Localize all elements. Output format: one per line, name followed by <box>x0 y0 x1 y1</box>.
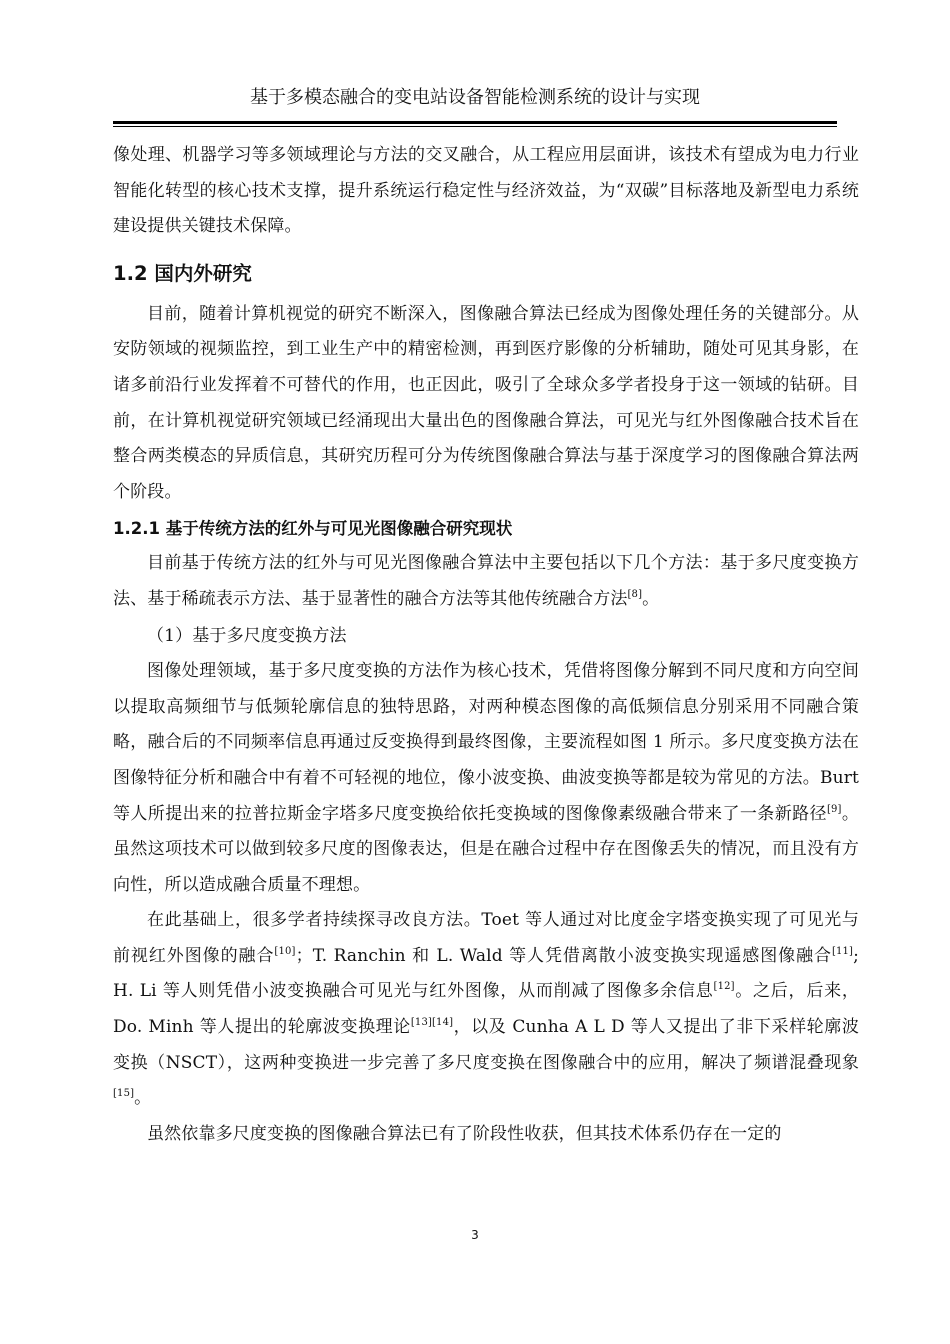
citation-15: [15] <box>113 1088 135 1100</box>
citation-8: [8] <box>627 588 643 600</box>
paragraph-research-overview: 目前，随着计算机视觉的研究不断深入，图像融合算法已经成为图像处理任务的关键部分。从安防领域的视频监控，到工业生产中的精密检测，再到医疗影像的分析辅助，随处可见其身影，在诸多前沿行业发挥着不可替代的作用，也正因此，吸引了全球众多学者投身于这一领域的钻研。目前，在计算机视觉研究领域已经涌现出大量出色的图像融合算法，可见光与红外图像融合技术旨在整合两类模态的异质信息，其研究历程可分为传统图像融合算法与基于深度学习的图像融合算法两个阶段。 <box>113 303 859 502</box>
paragraph-multiscale-2 <box>113 903 859 1117</box>
citation-11: [11] <box>831 945 854 957</box>
paragraph-multiscale-1 <box>113 654 859 903</box>
paragraph-intro-end: 像处理、机器学习等多领域理论与方法的交叉融合，从工程应用层面讲，该技术有望成为电力行业智能化转型的核心技术支撑，提升系统运行稳定性与经济效益，为“双碳”目标落地及新型电力系统建设提供关键技术保障。 <box>113 145 859 237</box>
section-heading-1-2: 1.2 国内外研究 <box>113 261 252 285</box>
header-rule-thin <box>113 126 837 127</box>
text-run: ; H. Li 等人则凭借小波变换融合可见光与红外图像，从而削减了图像多余信息 <box>113 945 859 1002</box>
citation-10: [10] <box>274 945 296 957</box>
paragraph-traditional-methods <box>113 546 859 617</box>
text-run: 。之后，后来，Do. Minh 等人提出的轮廓波变换理论 <box>113 981 859 1038</box>
text-run: 。 <box>642 588 660 609</box>
text-run: 在此基础上，很多学者持续探寻改良方法。Toet 等人通过对比度金字塔变换实现了可见光与前视红外图像的融合 <box>113 910 859 966</box>
citation-12: [12] <box>713 981 735 993</box>
paragraph-multiscale-3: 虽然依靠多尺度变换的图像融合算法已有了阶段性收获，但其技术体系仍存在一定的 <box>147 1123 782 1144</box>
text-run: 图像处理领域，基于多尺度变换的方法作为核心技术，凭借将图像分解到不同尺度和方向空间以提取高频细节与低频轮廓信息的独特思路，对两种模态图像的高低频信息分别采用不同融合策略，融合后的不同频率信息再通过反变换得到最终图像，主要流程如图 1 所示。多尺度变换方法在图像特征分析和融合中有着不可轻视的地位，像小波变换、曲波变换等都是较为常见的方法。Burt 等人所提出来的拉普拉斯金字塔多尺度变换给依托变换域的图像像素级融合带来了一条新路径 <box>113 661 859 824</box>
running-header: 基于多模态融合的变电站设备智能检测系统的设计与实现 <box>250 87 700 108</box>
text-run: 。虽然这项技术可以做到较多尺度的图像表达，但是在融合过程中存在图像丢失的情况，而且没有方向性，所以造成融合质量不理想。 <box>113 803 859 895</box>
citation-13-14: [13][14] <box>410 1017 454 1029</box>
text-run: 。 <box>134 1088 152 1109</box>
text-run: ，以及 Cunha A L D 等人又提出了非下采样轮廓波变换（NSCT），这两种变换进一步完善了多尺度变换在图像融合中的应用，解决了频谱混叠现象 <box>113 1017 859 1073</box>
page-number: 3 <box>471 1228 479 1242</box>
list-label-multiscale: （1）基于多尺度变换方法 <box>147 625 347 646</box>
header-rule-thick <box>113 121 837 124</box>
subsection-heading-1-2-1: 1.2.1 基于传统方法的红外与可见光图像融合研究现状 <box>113 519 513 539</box>
text-run: ；T. Ranchin 和 L. Wald 等人凭借离散小波变换实现遥感图像融合 <box>295 945 832 966</box>
body-text <box>113 138 859 1152</box>
citation-9: [9] <box>826 803 842 815</box>
text-run: 目前基于传统方法的红外与可见光图像融合算法中主要包括以下几个方法：基于多尺度变换方法、基于稀疏表示方法、基于显著性的融合方法等其他传统融合方法 <box>113 553 859 609</box>
